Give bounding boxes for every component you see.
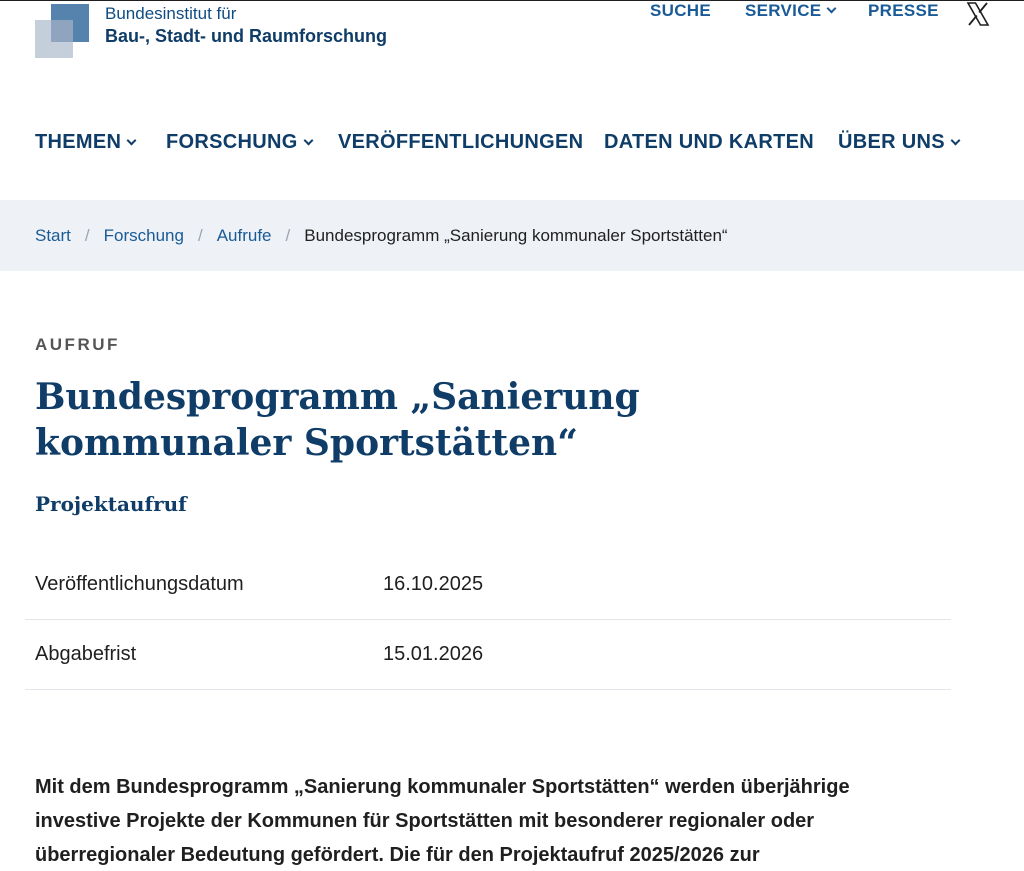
logo-text	[105, 4, 387, 48]
chevron-down-icon	[950, 135, 960, 145]
meta-value: 15.01.2026	[383, 643, 484, 665]
meta-row-published	[25, 550, 951, 620]
service-label: SERVICE	[745, 1, 822, 20]
search-link[interactable]: SUCHE	[650, 1, 712, 20]
meta-value: 16.10.2025	[383, 573, 484, 595]
service-menu[interactable]	[745, 1, 835, 21]
article-kicker: AUFRUF	[35, 335, 120, 354]
page-title: Bundesprogramm „Sanierung kommunaler Sportstätten“	[35, 376, 640, 464]
nav-label: ÜBER UNS	[838, 131, 945, 153]
meta-row-deadline	[25, 620, 951, 690]
site-logo[interactable]	[35, 4, 387, 58]
logo-line-1: Bundesinstitut für	[105, 4, 237, 23]
breadcrumb-forschung[interactable]: Forschung	[103, 226, 184, 245]
press-link[interactable]: PRESSE	[868, 1, 939, 20]
breadcrumb-aufrufe[interactable]: Aufrufe	[216, 226, 272, 245]
chevron-down-icon	[827, 4, 837, 14]
nav-item-daten-und-karten[interactable]	[604, 131, 814, 154]
nav-label: FORSCHUNG	[166, 131, 298, 153]
nav-item-forschung[interactable]	[166, 131, 312, 154]
logo-line-2: Bau-, Stadt- und Raumforschung	[105, 26, 387, 46]
meta-table	[25, 550, 951, 690]
chevron-down-icon	[127, 135, 137, 145]
intro-paragraph: Mit dem Bundesprogramm „Sanierung kommunaler Sportstätten“ werden überjährige investive Projekte der Kommunen für Sportstätten mit besonderer regionaler oder überregionaler Bedeutung gefördert. Die für den Projektaufruf 2025/2026 zur	[35, 776, 850, 866]
meta-label: Abgabefrist	[35, 643, 137, 665]
nav-label: DATEN UND KARTEN	[604, 131, 814, 153]
nav-label: THEMEN	[35, 131, 122, 153]
breadcrumb-start[interactable]: Start	[35, 226, 71, 245]
breadcrumb-separator: /	[197, 226, 203, 245]
breadcrumb-separator: /	[285, 226, 291, 245]
nav-item-ueber-uns[interactable]	[838, 131, 959, 154]
x-icon[interactable]	[966, 2, 990, 26]
logo-mark-icon	[35, 4, 89, 58]
nav-item-veroeffentlichungen[interactable]	[338, 131, 583, 154]
page-subtitle: Projektaufruf	[35, 492, 187, 516]
meta-label: Veröffentlichungsdatum	[35, 573, 244, 595]
nav-label: VERÖFFENTLICHUNGEN	[338, 131, 584, 153]
breadcrumb	[35, 226, 728, 246]
breadcrumb-current: Bundesprogramm „Sanierung kommunaler Sportstätten“	[304, 226, 728, 245]
nav-item-themen[interactable]	[35, 131, 135, 154]
breadcrumb-bar	[0, 200, 1024, 271]
chevron-down-icon	[303, 135, 313, 145]
breadcrumb-separator: /	[84, 226, 90, 245]
